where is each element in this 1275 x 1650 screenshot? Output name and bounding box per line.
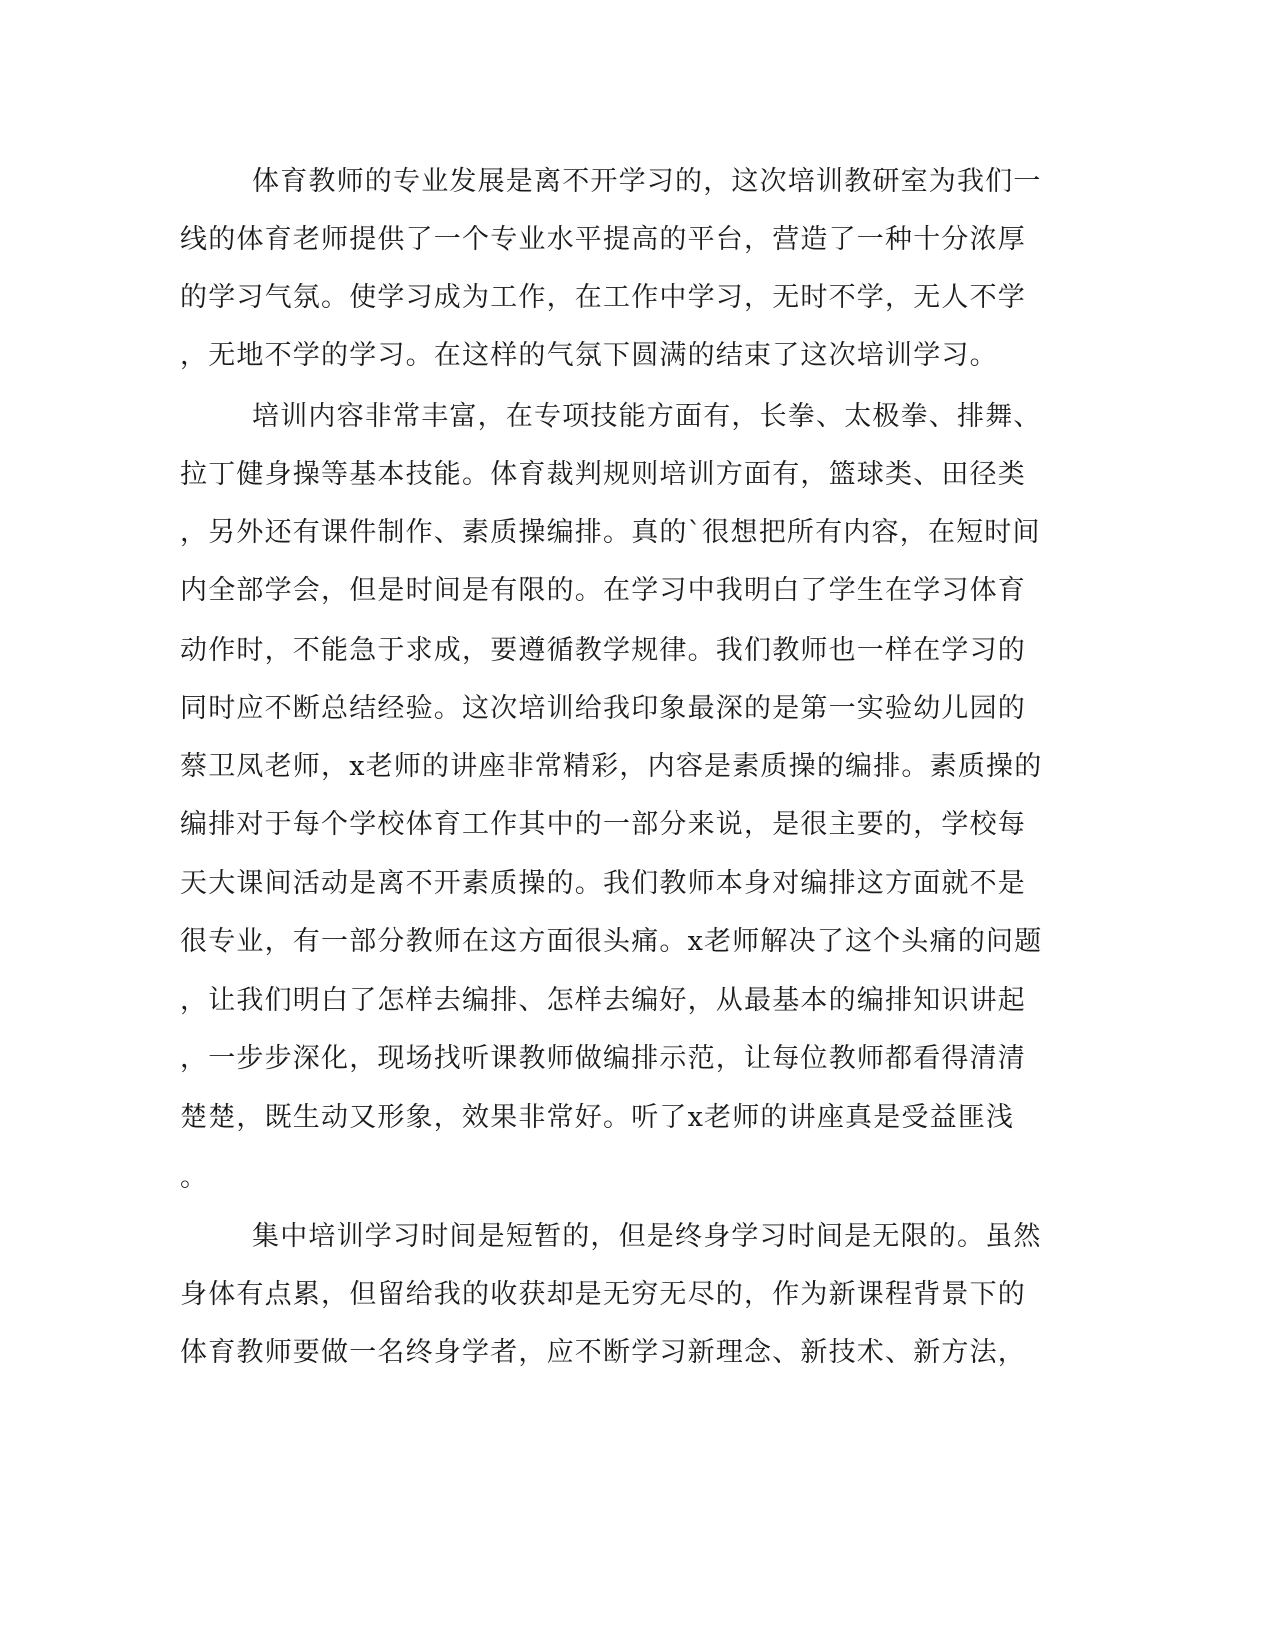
paragraph-2-line-10: 很专业，有一部分教师在这方面很头痛。x老师解决了这个头痛的问题 [180, 926, 1043, 957]
paragraph-1-line-1: 体育教师的专业发展是离不开学习的，这次培训教研室为我们一 [252, 166, 1042, 197]
paragraph-2-line-5: 动作时，不能急于求成，要遵循教学规律。我们教师也一样在学习的 [180, 635, 1026, 666]
paragraph-2-line-3: ，另外还有课件制作、素质操编排。真的`很想把所有内容，在短时间 [180, 517, 1041, 548]
paragraph-2-line-8: 编排对于每个学校体育工作其中的一部分来说，是很主要的，学校每 [180, 809, 1026, 840]
paragraph-2-line-11: ，让我们明白了怎样去编排、怎样去编好，从最基本的编排知识讲起 [180, 985, 1026, 1016]
paragraph-3-line-2: 身体有点累，但留给我的收获却是无穷无尽的，作为新课程背景下的 [180, 1279, 1026, 1310]
paragraph-3-line-3: 体育教师要做一名终身学者，应不断学习新理念、新技术、新方法， [180, 1337, 1026, 1368]
paragraph-2-line-1: 培训内容非常丰富，在专项技能方面有，长拳、太极拳、排舞、 [252, 401, 1042, 432]
paragraph-2-line-9: 天大课间活动是离不开素质操的。我们教师本身对编排这方面就不是 [180, 868, 1026, 899]
paragraph-2-line-2: 拉丁健身操等基本技能。体育裁判规则培训方面有，篮球类、田径类 [180, 459, 1026, 490]
paragraph-1-line-3: 的学习气氛。使学习成为工作，在工作中学习，无时不学，无人不学 [180, 282, 1026, 313]
paragraph-2-line-13: 楚楚，既生动又形象，效果非常好。听了x老师的讲座真是受益匪浅 [180, 1102, 1015, 1133]
paragraph-1-line-2: 线的体育老师提供了一个专业水平提高的平台，营造了一种十分浓厚 [180, 224, 1026, 255]
paragraph-2-line-12: ，一步步深化，现场找听课教师做编排示范，让每位教师都看得清清 [180, 1043, 1026, 1074]
paragraph-1-line-4: ，无地不学的学习。在这样的气氛下圆满的结束了这次培训学习。 [180, 340, 998, 371]
paragraph-2-line-14: 。 [180, 1162, 209, 1193]
paragraph-2-line-4: 内全部学会，但是时间是有限的。在学习中我明白了学生在学习体育 [180, 575, 1026, 606]
paragraph-3-line-1: 集中培训学习时间是短暂的，但是终身学习时间是无限的。虽然 [252, 1221, 1042, 1252]
paragraph-2-line-6: 同时应不断总结经验。这次培训给我印象最深的是第一实验幼儿园的 [180, 693, 1026, 724]
paragraph-2-line-7: 蔡卫凤老师，x老师的讲座非常精彩，内容是素质操的编排。素质操的 [180, 751, 1043, 782]
